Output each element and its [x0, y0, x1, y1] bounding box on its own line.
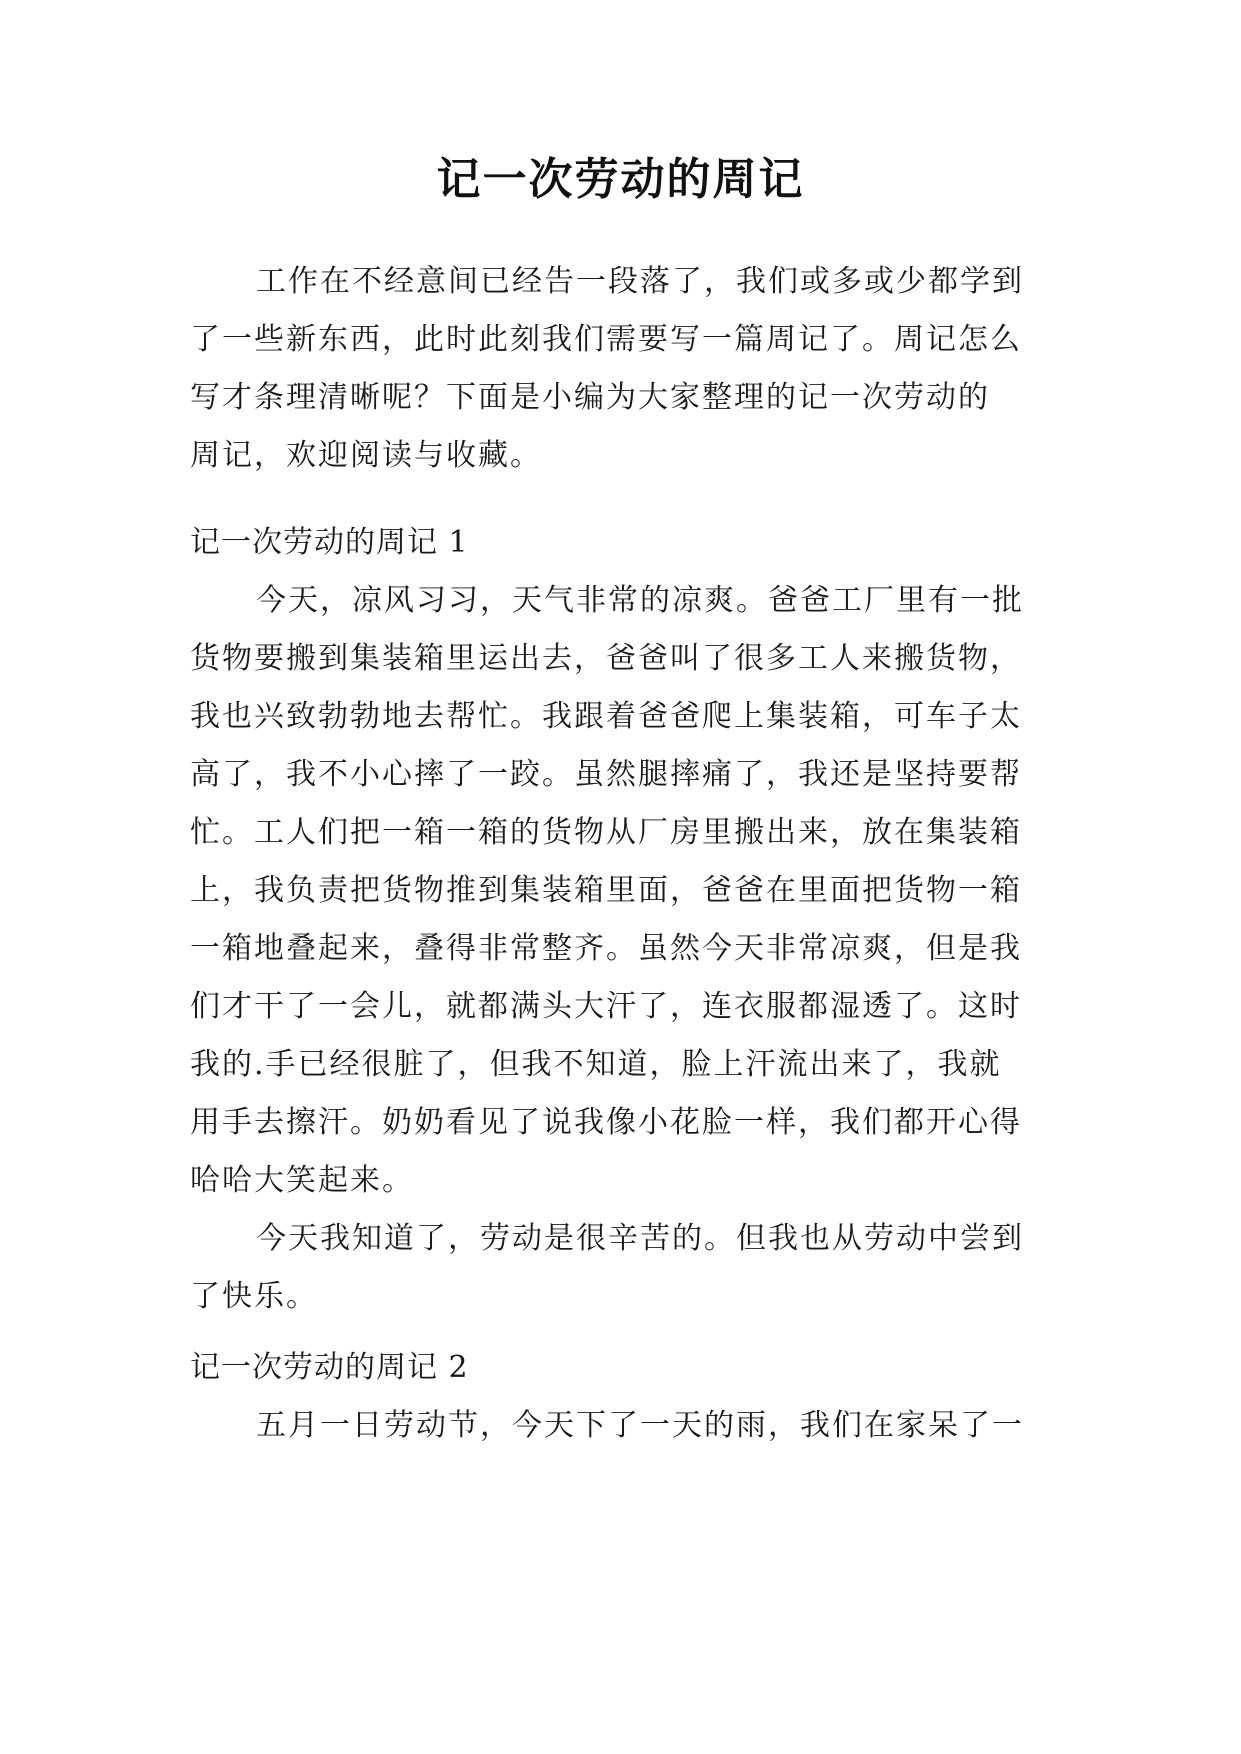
paragraph-line: 们才干了一会儿，就都满头大汗了，连衣服都湿透了。这时 [190, 989, 1022, 1024]
section-heading: 记一次劳动的周记 1 [190, 525, 469, 560]
paragraph-line: 今天我知道了，劳动是很辛苦的。但我也从劳动中尝到 [256, 1221, 1024, 1256]
paragraph-line: 上，我负责把货物推到集装箱里面，爸爸在里面把货物一箱 [190, 873, 1022, 908]
intro-line: 工作在不经意间已经告一段落了，我们或多或少都学到 [256, 264, 1024, 299]
intro-line: 写才条理清晰呢？下面是小编为大家整理的记一次劳动的 [190, 380, 990, 415]
paragraph-line: 今天，凉风习习，天气非常的凉爽。爸爸工厂里有一批 [256, 583, 1024, 618]
section-1-paragraph-2 [190, 1210, 1050, 1326]
paragraph-line: 我的.手已经很脏了，但我不知道，脸上汗流出来了，我就 [190, 1047, 1002, 1082]
paragraph-line: 货物要搬到集装箱里运出去，爸爸叫了很多工人来搬货物， [190, 641, 1022, 676]
document-title: 记一次劳动的周记 [436, 154, 805, 205]
intro-line: 周记，欢迎阅读与收藏。 [190, 438, 542, 473]
paragraph-line: 高了，我不小心摔了一跤。虽然腿摔痛了，我还是坚持要帮 [190, 757, 1022, 792]
intro-paragraph [190, 253, 1050, 485]
paragraph-line: 五月一日劳动节，今天下了一天的雨，我们在家呆了一 [256, 1408, 1024, 1443]
paragraph-line: 了快乐。 [190, 1279, 318, 1314]
paragraph-line: 用手去擦汗。奶奶看见了说我像小花脸一样，我们都开心得 [190, 1105, 1022, 1140]
intro-line: 了一些新东西，此时此刻我们需要写一篇周记了。周记怎么 [190, 322, 1022, 357]
section-heading: 记一次劳动的周记 2 [190, 1350, 469, 1385]
section-1-paragraph-1 [190, 572, 1050, 1210]
paragraph-line: 哈哈大笑起来。 [190, 1163, 414, 1198]
paragraph-line: 忙。工人们把一箱一箱的货物从厂房里搬出来，放在集装箱 [190, 815, 1022, 850]
section-1 [190, 514, 1050, 1326]
paragraph-line: 一箱地叠起来，叠得非常整齐。虽然今天非常凉爽，但是我 [190, 931, 1022, 966]
section-2 [190, 1339, 1050, 1455]
paragraph-line: 我也兴致勃勃地去帮忙。我跟着爸爸爬上集装箱，可车子太 [190, 699, 1022, 734]
section-2-paragraph-1 [190, 1397, 1050, 1455]
